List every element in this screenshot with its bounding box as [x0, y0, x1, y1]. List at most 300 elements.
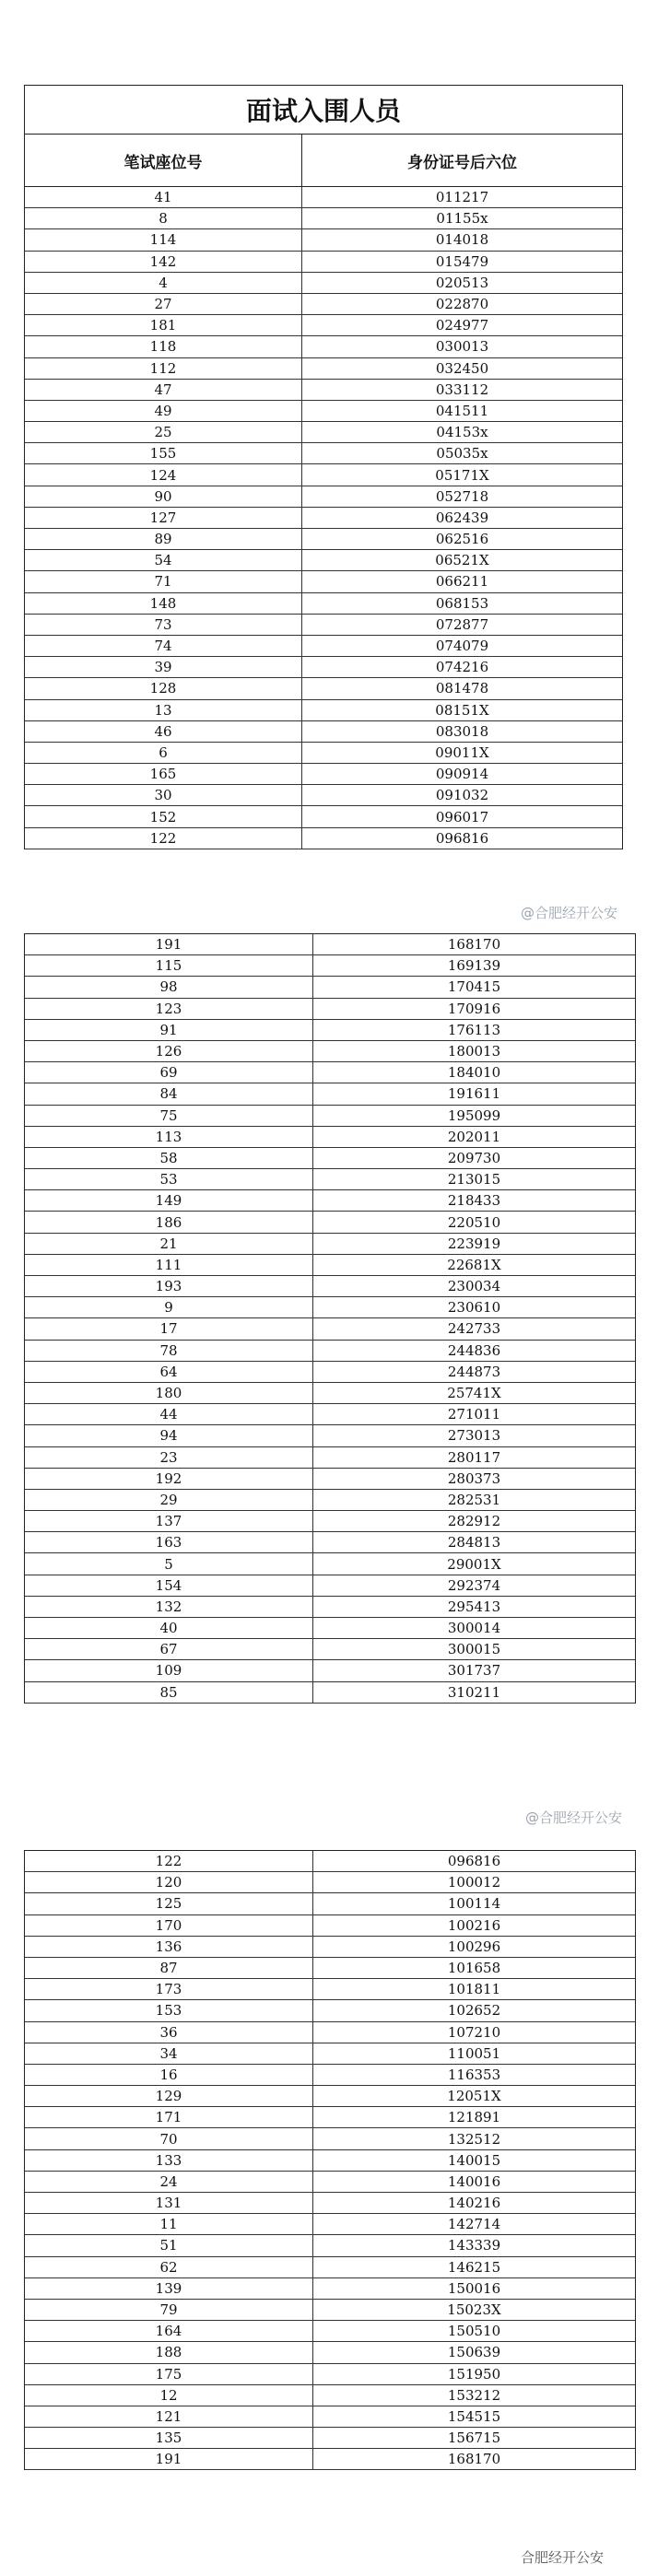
- seat-number-cell: 122: [25, 828, 302, 849]
- id-suffix-cell: 310211: [447, 1683, 501, 1701]
- seat-number-cell: 41: [25, 187, 302, 207]
- seat-number-cell: 170: [25, 1915, 313, 1936]
- table-row: [25, 1660, 635, 1681]
- seat-number-cell: 64: [25, 1362, 313, 1382]
- seat-number-cell: 94: [25, 1425, 313, 1446]
- seat-number-cell: 121: [25, 2406, 313, 2427]
- id-suffix-cell: 282531: [447, 1491, 501, 1508]
- seat-number-cell: 25: [25, 422, 302, 442]
- id-suffix-cell: 140016: [447, 2172, 501, 2190]
- table-row: [25, 721, 622, 743]
- table-row: [25, 1362, 635, 1383]
- table-row: [25, 1511, 635, 1532]
- table-row: [25, 315, 622, 336]
- seat-number-cell: 58: [25, 1148, 313, 1168]
- table-row: [25, 208, 622, 229]
- table-row: [25, 2321, 635, 2342]
- seat-number-cell: 6: [25, 743, 302, 763]
- id-suffix-cell: 191611: [447, 1085, 501, 1103]
- header-seat: 笔试座位号: [25, 135, 302, 186]
- seat-number-cell: 111: [25, 1255, 313, 1275]
- table-row: [25, 934, 635, 955]
- table-row: [25, 2342, 635, 2363]
- seat-number-cell: 191: [25, 934, 313, 954]
- table-row: [25, 252, 622, 273]
- table-row: [25, 1937, 635, 1958]
- id-suffix-cell: 132512: [447, 2130, 501, 2148]
- table-row: [25, 2172, 635, 2193]
- id-suffix-cell: 156715: [447, 2430, 501, 2447]
- id-suffix-cell: 209730: [447, 1149, 501, 1166]
- table-block-2: [24, 933, 636, 1704]
- id-suffix-cell: 068153: [435, 594, 489, 612]
- id-suffix-cell: 168170: [447, 2451, 501, 2468]
- table-row: [25, 1553, 635, 1575]
- seat-number-cell: 136: [25, 1937, 313, 1957]
- id-suffix-cell: 230034: [447, 1278, 501, 1295]
- table-row: [25, 422, 622, 443]
- table-row: [25, 443, 622, 464]
- id-suffix-cell: 153212: [447, 2386, 501, 2404]
- table-row: [25, 1041, 635, 1062]
- table-row: [25, 358, 622, 380]
- seat-number-cell: 73: [25, 615, 302, 635]
- table-row: [25, 2150, 635, 2172]
- table-row: [25, 2235, 635, 2256]
- id-suffix-cell: 213015: [447, 1171, 501, 1188]
- id-suffix-cell: 020513: [435, 274, 489, 291]
- table-row: [25, 1532, 635, 1553]
- id-suffix-cell: 030013: [435, 338, 489, 356]
- table-row: [25, 1447, 635, 1469]
- table-row: [25, 550, 622, 571]
- id-suffix-cell: 100216: [447, 1916, 501, 1934]
- seat-number-cell: 69: [25, 1062, 313, 1083]
- table-row: [25, 336, 622, 357]
- seat-number-cell: 139: [25, 2278, 313, 2299]
- id-suffix-cell: 295413: [447, 1598, 501, 1615]
- table-row: [25, 2128, 635, 2149]
- id-suffix-cell: 04153x: [436, 424, 488, 441]
- id-suffix-cell: 230610: [447, 1299, 501, 1317]
- table-row: [25, 380, 622, 401]
- table-row: [25, 1490, 635, 1511]
- table-row: [25, 657, 622, 678]
- id-suffix-cell: 024977: [435, 317, 489, 334]
- table-row: [25, 2257, 635, 2278]
- table-row: [25, 593, 622, 615]
- id-suffix-cell: 110051: [447, 2044, 501, 2062]
- table-row: [25, 464, 622, 486]
- seat-number-cell: 109: [25, 1660, 313, 1680]
- seat-number-cell: 62: [25, 2257, 313, 2277]
- table-row: [25, 1341, 635, 1362]
- seat-number-cell: 113: [25, 1127, 313, 1147]
- table-row: [25, 1276, 635, 1297]
- id-suffix-cell: 062439: [435, 509, 489, 526]
- table-block-3: [24, 1850, 636, 2470]
- seat-number-cell: 47: [25, 380, 302, 400]
- seat-number-cell: 11: [25, 2214, 313, 2234]
- seat-number-cell: 39: [25, 657, 302, 677]
- id-suffix-cell: 022870: [435, 296, 489, 313]
- table-row: [25, 785, 622, 806]
- seat-number-cell: 49: [25, 401, 302, 421]
- table-row: [25, 1297, 635, 1318]
- table-row: [25, 2300, 635, 2321]
- seat-number-cell: 34: [25, 2043, 313, 2064]
- table-row: [25, 1127, 635, 1148]
- seat-number-cell: 17: [25, 1318, 313, 1339]
- seat-number-cell: 8: [25, 208, 302, 228]
- table-row: [25, 401, 622, 422]
- id-suffix-cell: 100296: [447, 1938, 501, 1955]
- table-row: [25, 2065, 635, 2086]
- seat-number-cell: 175: [25, 2364, 313, 2384]
- table-row: [25, 1575, 635, 1597]
- seat-number-cell: 124: [25, 464, 302, 485]
- watermark-3: 合肥经开公安: [521, 2549, 605, 2566]
- seat-number-cell: 186: [25, 1212, 313, 1232]
- seat-number-cell: 125: [25, 1893, 313, 1914]
- seat-number-cell: 163: [25, 1532, 313, 1552]
- seat-number-cell: 46: [25, 721, 302, 742]
- id-suffix-cell: 29001X: [447, 1555, 501, 1573]
- seat-number-cell: 89: [25, 529, 302, 549]
- seat-number-cell: 137: [25, 1511, 313, 1531]
- seat-number-cell: 188: [25, 2342, 313, 2362]
- table-row: [25, 508, 622, 529]
- seat-number-cell: 67: [25, 1639, 313, 1659]
- id-suffix-cell: 151950: [447, 2365, 501, 2383]
- seat-number-cell: 142: [25, 252, 302, 272]
- id-suffix-cell: 011217: [435, 189, 489, 206]
- table-row: [25, 1469, 635, 1490]
- table-row: [25, 1618, 635, 1639]
- id-suffix-cell: 140015: [447, 2151, 501, 2169]
- table-row: [25, 1190, 635, 1212]
- seat-number-cell: 118: [25, 336, 302, 357]
- seat-number-cell: 152: [25, 806, 302, 826]
- seat-number-cell: 78: [25, 1341, 313, 1361]
- seat-number-cell: 153: [25, 2000, 313, 2020]
- table-row: [25, 764, 622, 785]
- seat-number-cell: 29: [25, 1490, 313, 1510]
- id-suffix-cell: 292374: [447, 1576, 501, 1594]
- seat-number-cell: 54: [25, 550, 302, 570]
- seat-number-cell: 9: [25, 1297, 313, 1317]
- table-row: [25, 229, 622, 251]
- table-row: [25, 1682, 635, 1704]
- table-header: [25, 135, 622, 187]
- seat-number-cell: 51: [25, 2235, 313, 2255]
- id-suffix-cell: 100012: [447, 1874, 501, 1891]
- id-suffix-cell: 150639: [447, 2344, 501, 2361]
- seat-number-cell: 131: [25, 2193, 313, 2213]
- id-suffix-cell: 170415: [447, 978, 501, 996]
- id-suffix-cell: 062516: [435, 531, 489, 548]
- seat-number-cell: 180: [25, 1383, 313, 1403]
- id-suffix-cell: 083018: [435, 722, 489, 740]
- table-row: [25, 1148, 635, 1169]
- id-suffix-cell: 146215: [447, 2258, 501, 2276]
- watermark-2: @合肥经开公安: [525, 1809, 623, 1826]
- table-row: [25, 571, 622, 592]
- seat-number-cell: 4: [25, 273, 302, 293]
- table-row: [25, 2278, 635, 2300]
- seat-number-cell: 171: [25, 2107, 313, 2127]
- seat-number-cell: 115: [25, 955, 313, 976]
- table-row: [25, 1425, 635, 1446]
- table-row: [25, 1106, 635, 1127]
- seat-number-cell: 24: [25, 2172, 313, 2192]
- seat-number-cell: 114: [25, 229, 302, 250]
- id-suffix-cell: 150510: [447, 2323, 501, 2340]
- table-row: [25, 700, 622, 721]
- id-suffix-cell: 096816: [435, 829, 489, 847]
- seat-number-cell: 23: [25, 1447, 313, 1468]
- seat-number-cell: 85: [25, 1682, 313, 1703]
- table-row: [25, 187, 622, 208]
- id-suffix-cell: 090914: [435, 766, 489, 783]
- table-row: [25, 1234, 635, 1255]
- id-suffix-cell: 300014: [447, 1620, 501, 1637]
- id-suffix-cell: 066211: [435, 573, 489, 591]
- seat-number-cell: 120: [25, 1872, 313, 1892]
- table-row: [25, 1020, 635, 1041]
- seat-number-cell: 181: [25, 315, 302, 335]
- seat-number-cell: 129: [25, 2086, 313, 2106]
- table-row: [25, 273, 622, 294]
- seat-number-cell: 98: [25, 977, 313, 997]
- seat-number-cell: 132: [25, 1597, 313, 1617]
- id-suffix-cell: 184010: [447, 1064, 501, 1082]
- table-row: [25, 1639, 635, 1660]
- id-suffix-cell: 014018: [435, 231, 489, 249]
- seat-number-cell: 30: [25, 785, 302, 805]
- id-suffix-cell: 280117: [447, 1448, 501, 1466]
- id-suffix-cell: 282912: [447, 1513, 501, 1530]
- seat-number-cell: 135: [25, 2428, 313, 2448]
- id-suffix-cell: 074079: [435, 638, 489, 655]
- id-suffix-cell: 096816: [447, 1853, 501, 1870]
- seat-number-cell: 173: [25, 1979, 313, 1999]
- table-row: [25, 2385, 635, 2406]
- seat-number-cell: 53: [25, 1169, 313, 1189]
- id-suffix-cell: 116353: [447, 2066, 501, 2083]
- id-suffix-cell: 101811: [447, 1981, 501, 1998]
- table-row: [25, 636, 622, 657]
- id-suffix-cell: 22681X: [447, 1256, 501, 1273]
- id-suffix-cell: 195099: [447, 1107, 501, 1124]
- table-row: [25, 743, 622, 764]
- id-suffix-cell: 170916: [447, 1000, 501, 1017]
- seat-number-cell: 27: [25, 294, 302, 314]
- id-suffix-cell: 052718: [435, 487, 489, 505]
- id-suffix-cell: 09011X: [435, 744, 489, 761]
- id-suffix-cell: 202011: [447, 1128, 501, 1145]
- id-suffix-cell: 08151X: [435, 701, 489, 719]
- seat-number-cell: 16: [25, 2065, 313, 2085]
- table-row: [25, 977, 635, 998]
- seat-number-cell: 193: [25, 1276, 313, 1296]
- id-suffix-cell: 041511: [435, 402, 489, 419]
- table-row: [25, 2428, 635, 2449]
- id-suffix-cell: 218433: [447, 1192, 501, 1210]
- id-suffix-cell: 301737: [447, 1662, 501, 1680]
- id-suffix-cell: 101658: [447, 1960, 501, 1977]
- rows-3: [25, 1851, 635, 2470]
- id-suffix-cell: 273013: [447, 1427, 501, 1445]
- id-suffix-cell: 280373: [447, 1469, 501, 1487]
- table-row: [25, 2107, 635, 2128]
- seat-number-cell: 123: [25, 999, 313, 1019]
- id-suffix-cell: 102652: [447, 2002, 501, 2020]
- table-row: [25, 1893, 635, 1914]
- id-suffix-cell: 143339: [447, 2237, 501, 2254]
- id-suffix-cell: 032450: [435, 359, 489, 377]
- table-row: [25, 2000, 635, 2021]
- table-row: [25, 615, 622, 636]
- id-suffix-cell: 242733: [447, 1320, 501, 1338]
- seat-number-cell: 75: [25, 1106, 313, 1126]
- seat-number-cell: 128: [25, 678, 302, 698]
- id-suffix-cell: 220510: [447, 1213, 501, 1231]
- header-id: 身份证号后六位: [407, 153, 517, 172]
- id-suffix-cell: 176113: [447, 1021, 501, 1038]
- id-suffix-cell: 072877: [435, 615, 489, 633]
- rows-1: [25, 187, 622, 849]
- id-suffix-cell: 168170: [447, 936, 501, 954]
- seat-number-cell: 165: [25, 764, 302, 784]
- table-row: [25, 678, 622, 699]
- seat-number-cell: 40: [25, 1618, 313, 1638]
- seat-number-cell: 36: [25, 2022, 313, 2043]
- seat-number-cell: 74: [25, 636, 302, 656]
- table-row: [25, 1915, 635, 1937]
- seat-number-cell: 13: [25, 700, 302, 720]
- seat-number-cell: 71: [25, 571, 302, 591]
- id-suffix-cell: 074216: [435, 659, 489, 676]
- table-row: [25, 2193, 635, 2214]
- seat-number-cell: 91: [25, 1020, 313, 1040]
- id-suffix-cell: 150016: [447, 2279, 501, 2297]
- seat-number-cell: 5: [25, 1553, 313, 1574]
- table-row: [25, 955, 635, 977]
- id-suffix-cell: 284813: [447, 1534, 501, 1551]
- id-suffix-cell: 154515: [447, 2407, 501, 2425]
- seat-number-cell: 133: [25, 2150, 313, 2171]
- table-block-1: [24, 85, 623, 849]
- id-suffix-cell: 244873: [447, 1363, 501, 1380]
- table-row: [25, 806, 622, 827]
- id-suffix-cell: 081478: [435, 680, 489, 697]
- seat-number-cell: 191: [25, 2449, 313, 2469]
- seat-number-cell: 126: [25, 1041, 313, 1061]
- id-suffix-cell: 180013: [447, 1043, 501, 1060]
- id-suffix-cell: 091032: [435, 787, 489, 804]
- seat-number-cell: 122: [25, 1851, 313, 1871]
- rows-2: [25, 934, 635, 1704]
- seat-number-cell: 90: [25, 486, 302, 507]
- table-row: [25, 2086, 635, 2107]
- table-row: [25, 1958, 635, 1979]
- table-row: [25, 2022, 635, 2043]
- seat-number-cell: 21: [25, 1234, 313, 1254]
- table-row: [25, 2449, 635, 2470]
- table-row: [25, 2364, 635, 2385]
- table-row: [25, 1404, 635, 1425]
- seat-number-cell: 44: [25, 1404, 313, 1424]
- id-suffix-cell: 25741X: [447, 1385, 501, 1402]
- seat-number-cell: 164: [25, 2321, 313, 2341]
- id-suffix-cell: 01155x: [436, 210, 488, 228]
- id-suffix-cell: 121891: [447, 2109, 501, 2126]
- table-row: [25, 2214, 635, 2235]
- table-row: [25, 294, 622, 315]
- table-row: [25, 1979, 635, 2000]
- id-suffix-cell: 033112: [435, 381, 489, 398]
- seat-number-cell: 148: [25, 593, 302, 614]
- table-row: [25, 529, 622, 550]
- table-row: [25, 1318, 635, 1340]
- seat-number-cell: 127: [25, 508, 302, 528]
- table-row: [25, 1851, 635, 1872]
- id-suffix-cell: 05035x: [436, 445, 488, 463]
- id-suffix-cell: 271011: [447, 1406, 501, 1423]
- id-suffix-cell: 140216: [447, 2195, 501, 2212]
- table-row: [25, 1169, 635, 1190]
- table-row: [25, 1255, 635, 1276]
- seat-number-cell: 155: [25, 443, 302, 463]
- table-row: [25, 1083, 635, 1105]
- id-suffix-cell: 169139: [447, 957, 501, 975]
- id-suffix-cell: 015479: [435, 252, 489, 270]
- id-suffix-cell: 142714: [447, 2216, 501, 2233]
- seat-number-cell: 192: [25, 1469, 313, 1489]
- seat-number-cell: 112: [25, 358, 302, 379]
- table-row: [25, 1383, 635, 1404]
- seat-number-cell: 87: [25, 1958, 313, 1978]
- table-row: [25, 1872, 635, 1893]
- id-suffix-cell: 107210: [447, 2023, 501, 2041]
- seat-number-cell: 84: [25, 1083, 313, 1104]
- seat-number-cell: 70: [25, 2128, 313, 2149]
- id-suffix-cell: 15023X: [447, 2301, 501, 2319]
- id-suffix-cell: 05171X: [435, 466, 489, 484]
- id-suffix-cell: 12051X: [447, 2088, 501, 2105]
- table-row: [25, 828, 622, 849]
- id-suffix-cell: 06521X: [435, 552, 489, 569]
- table-row: [25, 1212, 635, 1233]
- table-row: [25, 2406, 635, 2428]
- table-row: [25, 999, 635, 1020]
- id-suffix-cell: 244836: [447, 1341, 501, 1359]
- table-row: [25, 2043, 635, 2065]
- id-suffix-cell: 096017: [435, 808, 489, 825]
- id-suffix-cell: 300015: [447, 1641, 501, 1658]
- table-row: [25, 1597, 635, 1618]
- id-suffix-cell: 100114: [447, 1895, 501, 1913]
- id-suffix-cell: 223919: [447, 1235, 501, 1252]
- seat-number-cell: 154: [25, 1575, 313, 1596]
- watermark-1: @合肥经开公安: [521, 905, 618, 921]
- table-row: [25, 486, 622, 508]
- seat-number-cell: 149: [25, 1190, 313, 1211]
- seat-number-cell: 12: [25, 2385, 313, 2406]
- seat-number-cell: 79: [25, 2300, 313, 2320]
- table-row: [25, 1062, 635, 1083]
